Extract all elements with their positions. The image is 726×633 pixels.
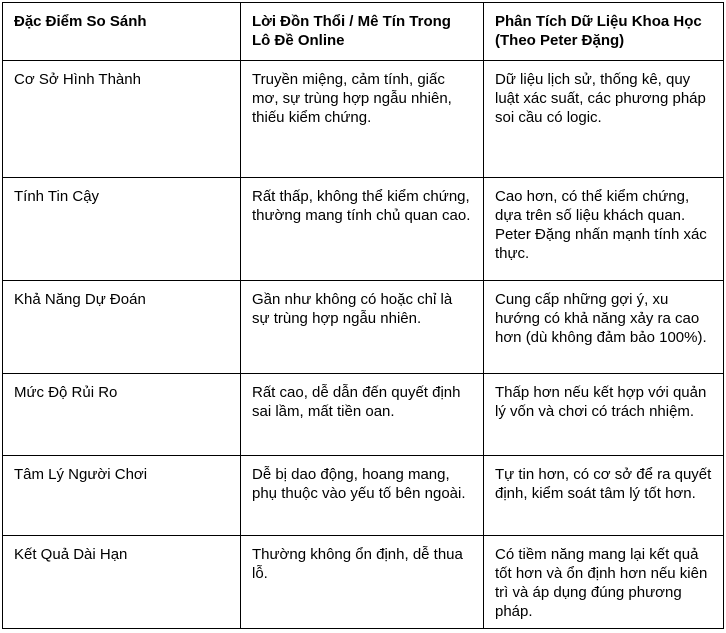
table-row <box>3 178 724 281</box>
cell-science: Tự tin hơn, có cơ sở để ra quyết định, kiểm soát tâm lý tốt hơn. <box>484 456 724 536</box>
table-row <box>3 536 724 629</box>
cell-rumor: Gần như không có hoặc chỉ là sự trùng hợp ngẫu nhiên. <box>241 281 484 374</box>
row-label-feature: Khả Năng Dự Đoán <box>3 281 241 374</box>
cell-science: Cung cấp những gợi ý, xu hướng có khả năng xảy ra cao hơn (dù không đảm bảo 100%). <box>484 281 724 374</box>
row-label-feature: Kết Quả Dài Hạn <box>3 536 241 629</box>
cell-science: Có tiềm năng mang lại kết quả tốt hơn và ổn định hơn nếu kiên trì và áp dụng đúng phương pháp. <box>484 536 724 629</box>
table-row <box>3 281 724 374</box>
cell-rumor: Rất cao, dễ dẫn đến quyết định sai lầm, mất tiền oan. <box>241 374 484 456</box>
cell-rumor: Truyền miệng, cảm tính, giấc mơ, sự trùng hợp ngẫu nhiên, thiếu kiểm chứng. <box>241 61 484 178</box>
cell-rumor: Rất thấp, không thể kiểm chứng, thường mang tính chủ quan cao. <box>241 178 484 281</box>
cell-science: Dữ liệu lịch sử, thống kê, quy luật xác suất, các phương pháp soi cầu có logic. <box>484 61 724 178</box>
header-cell-feature: Đặc Điểm So Sánh <box>3 3 241 61</box>
header-cell-rumor: Lời Đồn Thổi / Mê Tín Trong Lô Đề Online <box>241 3 484 61</box>
row-label-feature: Cơ Sở Hình Thành <box>3 61 241 178</box>
cell-rumor: Thường không ổn định, dễ thua lỗ. <box>241 536 484 629</box>
cell-rumor: Dễ bị dao động, hoang mang, phụ thuộc vào yếu tố bên ngoài. <box>241 456 484 536</box>
row-label-feature: Tính Tin Cậy <box>3 178 241 281</box>
table-row <box>3 456 724 536</box>
cell-science: Cao hơn, có thể kiểm chứng, dựa trên số liệu khách quan. Peter Đặng nhấn mạnh tính xác thực. <box>484 178 724 281</box>
row-label-feature: Mức Độ Rủi Ro <box>3 374 241 456</box>
comparison-table <box>2 2 724 629</box>
cell-science: Thấp hơn nếu kết hợp với quản lý vốn và chơi có trách nhiệm. <box>484 374 724 456</box>
table-row <box>3 61 724 178</box>
table-row <box>3 374 724 456</box>
row-label-feature: Tâm Lý Người Chơi <box>3 456 241 536</box>
table-header-row <box>3 3 724 61</box>
header-cell-science: Phân Tích Dữ Liệu Khoa Học (Theo Peter Đặng) <box>484 3 724 61</box>
